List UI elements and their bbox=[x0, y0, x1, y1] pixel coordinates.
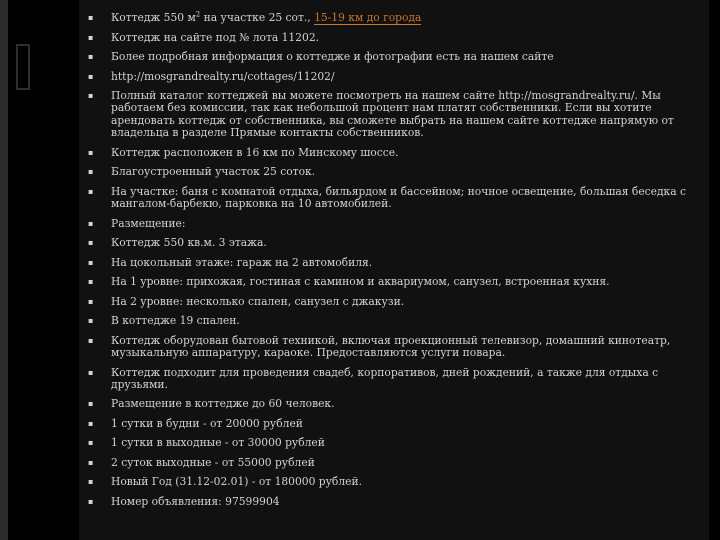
list-item bbox=[79, 418, 709, 430]
list-item bbox=[79, 367, 709, 392]
list-item bbox=[79, 71, 709, 83]
bullet-icon: ▪ bbox=[88, 316, 94, 326]
item-text: 1 сутки в выходные - от 30000 рублей bbox=[111, 436, 325, 450]
item-text: Размещение: bbox=[111, 216, 186, 230]
list-item bbox=[79, 476, 709, 488]
item-text: Номер объявления: 97599904 bbox=[111, 494, 280, 508]
item-text-continued: на участке 25 сот., bbox=[200, 11, 315, 24]
bullet-icon: ▪ bbox=[88, 52, 94, 61]
bullet-icon: ▪ bbox=[88, 147, 94, 157]
item-text: В коттедже 19 спален. bbox=[111, 314, 240, 328]
item-url[interactable]: http://mosgrandrealty.ru/cottages/11202/ bbox=[111, 69, 335, 83]
item-text: Благоустроенный участок 25 соток. bbox=[111, 165, 316, 179]
bullet-icon: ▪ bbox=[88, 367, 94, 377]
item-text: 2 суток выходные - от 55000 рублей bbox=[111, 455, 315, 469]
bullet-list bbox=[79, 0, 709, 508]
item-text: 1 сутки в будни - от 20000 рублей bbox=[111, 416, 303, 430]
list-item bbox=[79, 147, 709, 159]
list-item bbox=[79, 257, 709, 269]
item-text: Новый Год (31.12-02.01) - от 180000 рублей. bbox=[111, 475, 362, 489]
list-item bbox=[79, 315, 709, 327]
distance-link[interactable]: 15-19 км до города bbox=[314, 11, 422, 24]
bullet-icon: ▪ bbox=[88, 32, 94, 42]
bullet-icon: ▪ bbox=[88, 186, 94, 196]
item-text: Коттедж 550 кв.м. 3 этажа. bbox=[111, 236, 267, 250]
list-item bbox=[79, 335, 709, 360]
bullet-icon: ▪ bbox=[88, 13, 94, 22]
bullet-icon: ▪ bbox=[88, 277, 94, 287]
item-text: Полный каталог коттеджей вы можете посмотреть на нашем сайте http://mosgrandrealty.ru/. Мы работаем без комиссии, так как небольшой процент нам платят собственники. Если вы хотите арендовать коттедж от собственника, вы сможете выбрать на нашем сайте коттедже напрямую от владельца в разделе Прямые контакты собственников. bbox=[111, 89, 674, 140]
list-item bbox=[79, 186, 709, 211]
bullet-icon: ▪ bbox=[88, 71, 94, 81]
list-item bbox=[79, 437, 709, 449]
bullet-icon: ▪ bbox=[88, 238, 94, 248]
bullet-icon: ▪ bbox=[88, 296, 94, 306]
item-text: Коттедж оборудован бытовой техникой, включая проекционный телевизор, домашний кинотеатр, музыкальную аппаратуру, караоке. Предоставляются услуги повара. bbox=[111, 333, 671, 360]
bullet-icon: ▪ bbox=[88, 91, 94, 100]
list-item bbox=[79, 51, 709, 63]
list-item bbox=[79, 166, 709, 178]
item-superscript: 2 bbox=[195, 10, 201, 19]
list-item bbox=[79, 218, 709, 230]
item-text: На 2 уровне: несколько спален, санузел с джакузи. bbox=[111, 294, 405, 308]
list-item bbox=[79, 496, 709, 508]
bullet-icon: ▪ bbox=[88, 418, 94, 428]
bullet-icon: ▪ bbox=[88, 496, 94, 506]
list-item bbox=[79, 12, 709, 24]
item-text: На 1 уровне: прихожая, гостиная с камином и аквариумом, санузел, встроенная кухня. bbox=[111, 275, 610, 289]
bullet-icon: ▪ bbox=[88, 335, 94, 345]
list-item bbox=[79, 90, 709, 140]
list-item bbox=[79, 276, 709, 288]
item-text: Коттедж расположен в 16 км по Минскому шоссе. bbox=[111, 145, 399, 159]
item-text: Коттедж на сайте под № лота 11202. bbox=[111, 30, 320, 44]
item-text: На цокольный этаже: гараж на 2 автомобиля. bbox=[111, 255, 373, 269]
content-panel bbox=[79, 0, 709, 540]
list-item bbox=[79, 296, 709, 308]
bullet-icon: ▪ bbox=[88, 438, 94, 448]
item-text: На участке: баня с комнатой отдыха, бильярдом и бассейном; ночное освещение, большая беседка с мангалом-барбекю, парковка на 10 автомобилей. bbox=[111, 184, 686, 211]
bullet-icon: ▪ bbox=[88, 167, 94, 177]
bullet-icon: ▪ bbox=[88, 477, 94, 487]
list-item bbox=[79, 398, 709, 410]
item-text: Более подробная информация о коттедже и фотографии есть на нашем сайте bbox=[111, 50, 554, 63]
item-text: Коттедж 550 м bbox=[111, 11, 196, 24]
list-item bbox=[79, 32, 709, 44]
bullet-icon: ▪ bbox=[88, 457, 94, 467]
list-item bbox=[79, 457, 709, 469]
left-accent-bar bbox=[0, 0, 8, 540]
bullet-icon: ▪ bbox=[88, 257, 94, 267]
item-text: Размещение в коттедже до 60 человек. bbox=[111, 397, 335, 411]
left-accent-frame bbox=[16, 44, 30, 90]
bullet-icon: ▪ bbox=[88, 399, 94, 409]
bullet-icon: ▪ bbox=[88, 218, 94, 228]
item-text: Коттедж подходит для проведения свадеб, корпоративов, дней рождений, а также для отдыха с друзьями. bbox=[111, 365, 659, 391]
list-item bbox=[79, 237, 709, 249]
